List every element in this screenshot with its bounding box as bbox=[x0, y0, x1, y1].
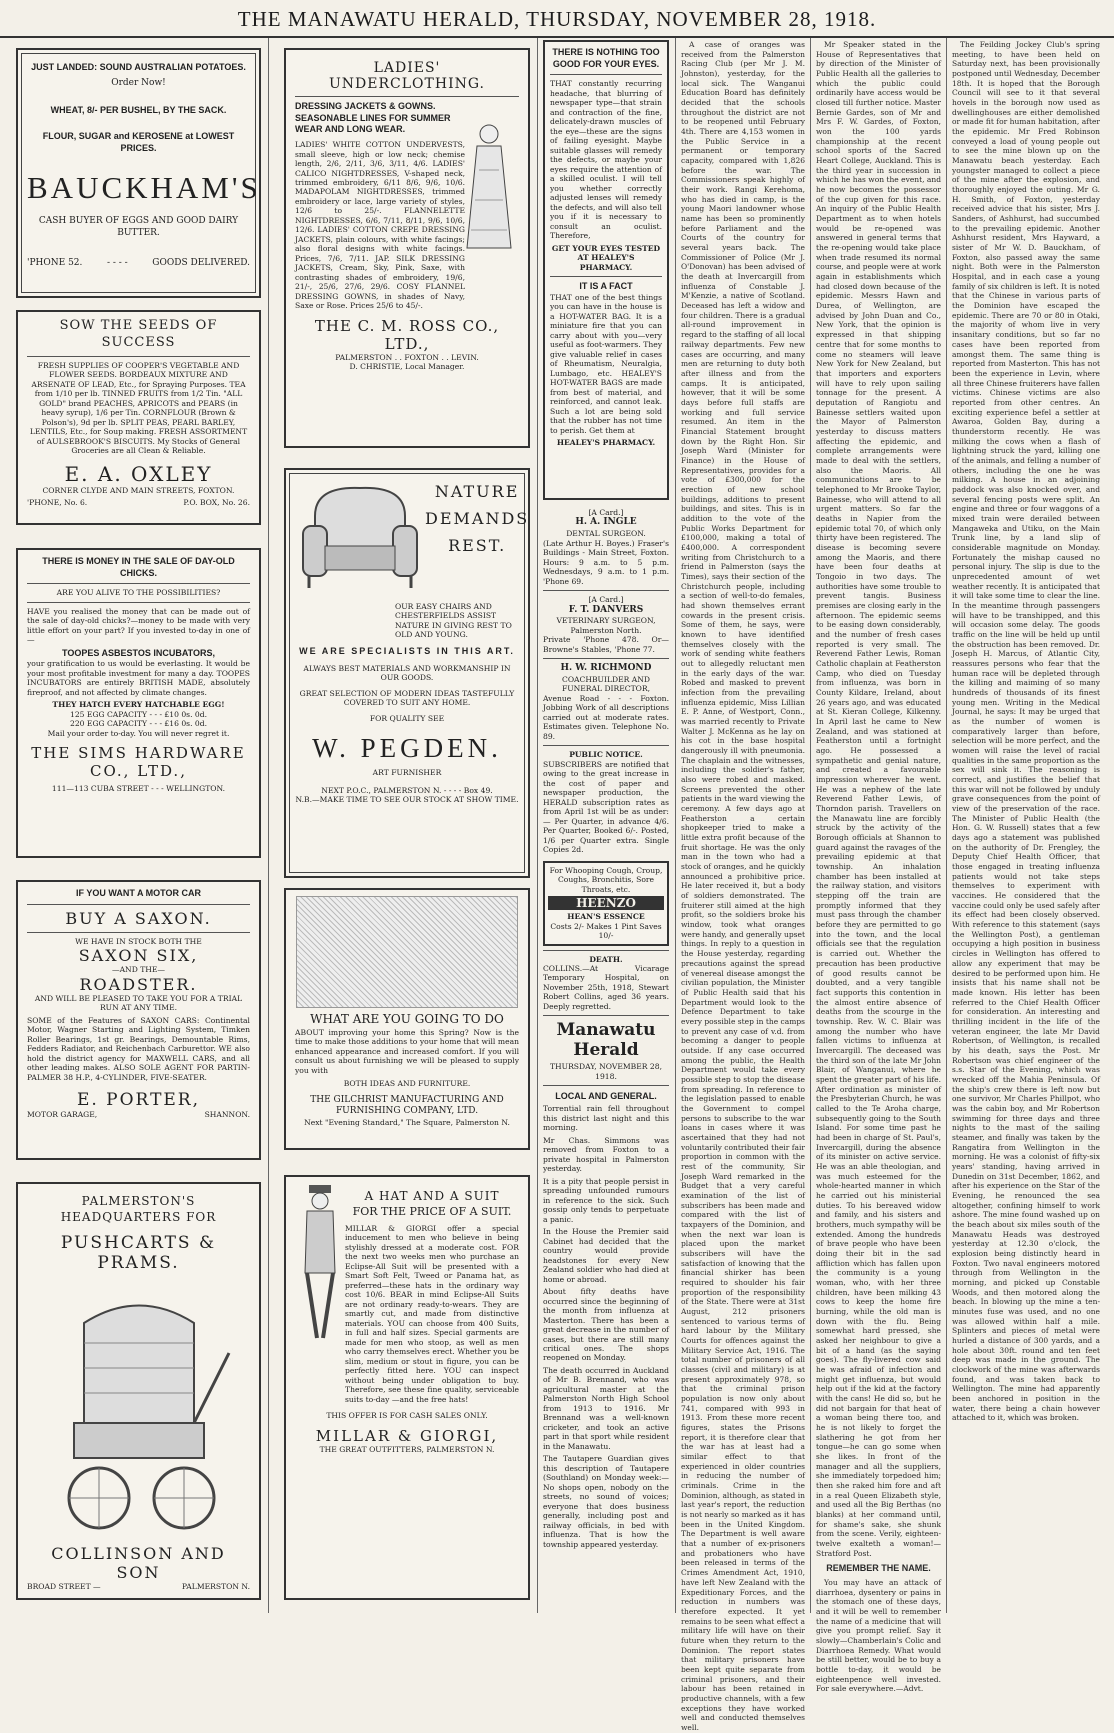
danvers-title: VETERINARY SURGEON, Palmerston North. bbox=[556, 616, 656, 635]
pegden-ad bbox=[284, 468, 530, 878]
ross-head: LADIES' UNDERCLOTHING. bbox=[329, 60, 485, 92]
ad-delivered: GOODS DELIVERED. bbox=[152, 257, 250, 268]
porter-name: E. PORTER, bbox=[76, 1090, 201, 1111]
column-rule bbox=[268, 38, 269, 1613]
healey-body2: THAT one of the best things you can have in the house is a HOT-WATER BAG. It is a miniature fire that you can carry about with you—very useful as foot-warmers. They give valuable relief in cases of Rheumatism, Neuralgia, Lumbago, etc. HEALEY'S HOT-WATER BAGS are made from best of material, and reinforced, and cannot leak. Such a lot are being sold that the rubber has not time to perish. Get them at bbox=[550, 292, 662, 435]
ad-line: WHEAT, 8/- PER BUSHEL, BY THE SACK. bbox=[50, 105, 227, 116]
sims-cap: 220 EGG CAPACITY - - - £16 0s. 0d. bbox=[70, 719, 207, 729]
gentleman-figure-icon bbox=[295, 1183, 345, 1343]
lady-illustration bbox=[459, 120, 519, 250]
millar-body: MILLAR & GIORGI offer a special inducement to men who believe in being stylishly dressed at a moderate cost. FOR the next two weeks men who purchase an Eclipse-All Suit will be presented with a Smart Soft Felt, Tweed or Panama hat, as preferred—these hats in the ordinary way cost 10/6. BEAR in mind Eclipse-All Suits are not ordinary ready-to-wears. They are smartly cut, and made from distinctive materials. YOU can choose from 400 Suits, in full and half sizes. Special garments are made for men who stoop, as well as men who carry themselves erect. Whether you be slim, medium or stout in figure, you can be perfectly fitted here. YOU can inspect without being under obligation to buy. Therefore, see these fine quality, serviceable suits to-day —and the free hats! bbox=[345, 1224, 519, 1404]
porter-six: SAXON SIX, bbox=[78, 946, 199, 966]
collinson-big: PUSHCARTS & PRAMS. bbox=[60, 1233, 217, 1274]
porter-body: SOME of the Features of SAXON CARS: Continental Motor, Wagner Starting and Lighting System, Timken Roller Bearings, 1st gr. Bearings, Demountable Rims, Fedders Radiator, and Reichenbach Carburettor. WE also hold the district agency for MAXWELL CARS, and all other leading makes. ALSO SOLE AGENT FOR PARTIN-PALMER 38 H.P., 4-CYLINDER, FIVE-SEATER. bbox=[27, 1015, 250, 1082]
editorial-para: The death occurred in Auckland of Mr B. Brennand, who was agricultural master at the Palmerston North High School from 1913 to 1916. Mr Brennand was a well-known cricketer, and took an active part in that sport while resident in the Manawatu. bbox=[543, 1365, 669, 1451]
house-illustration bbox=[296, 896, 518, 1008]
porter-stock: WE HAVE IN STOCK BOTH THE bbox=[75, 936, 202, 946]
heenzo-brand: HEENZO bbox=[548, 896, 664, 910]
ross-name: THE C. M. ROSS CO., LTD., bbox=[314, 316, 500, 353]
news-column-5 bbox=[816, 40, 941, 1694]
ad-line: Order Now! bbox=[111, 77, 166, 88]
dressing-gown-figure-icon bbox=[459, 120, 519, 250]
millar-offer: THIS OFFER IS FOR CASH SALES ONLY. bbox=[326, 1411, 488, 1421]
sims-toopes: TOOPES ASBESTOS INCUBATORS, bbox=[61, 647, 216, 658]
millar-head1: A HAT AND A SUIT bbox=[364, 1189, 500, 1203]
millar-ad bbox=[284, 1175, 530, 1600]
millar-sub: THE GREAT OUTFITTERS, PALMERSTON N. bbox=[319, 1444, 495, 1454]
pegden-side: OUR EASY CHAIRS AND CHESTERFIELDS ASSIST NATURE IN GIVING REST TO OLD AND YOUNG. bbox=[395, 602, 512, 640]
danvers-body: Private 'Phone 478. Or— Browne's Stables, 'Phone 77. bbox=[543, 635, 669, 654]
gilchrist-ad bbox=[284, 888, 530, 1150]
death-head: DEATH. bbox=[589, 954, 623, 964]
pegden-trade: ART FURNISHER bbox=[372, 768, 442, 778]
healey-head1: THERE IS NOTHING TOO GOOD FOR YOUR EYES. bbox=[552, 47, 660, 69]
heenzo-line: HEAN'S ESSENCE bbox=[567, 912, 645, 922]
ross-sub1: DRESSING JACKETS & GOWNS. bbox=[295, 101, 436, 111]
richmond-name: H. W. RICHMOND bbox=[560, 663, 652, 674]
column-rule bbox=[810, 38, 811, 1613]
pegden-spec: WE ARE SPECIALISTS IN THIS ART. bbox=[299, 645, 515, 656]
porter-trial: AND WILL BE PLEASED TO TAKE YOU FOR A TRIAL RUN AT ANY TIME. bbox=[34, 993, 243, 1013]
notice-body: SUBSCRIBERS are notified that owing to the great increase in the cost of paper and newspaper production, the HERALD subscription rates as from April 1st will be as under:— Per Quarter, in advance 4/6. Per Quarter, Booked 6/-. Posted, 1/6 per Quarter extra. Single Copies 2d. bbox=[543, 759, 669, 855]
editorial-para: About fifty deaths have occurred since the beginning of the month from influenza at Masterton. There has been a great decrease in the number of cases, but there are still many critical ones. The shops reopened on Monday. bbox=[543, 1287, 669, 1363]
editorial-para: It is a pity that people persist in spreading unfounded rumours in reference to the sick. Such gossip only tends to perpetuate a panic. bbox=[543, 1176, 669, 1224]
heenzo-line: Costs 2/- Makes 1 Pint Saves 10/- bbox=[550, 921, 662, 941]
gilchrist-name: THE GILCHRIST MANUFACTURING AND FURNISHING COMPANY, LTD. bbox=[310, 1094, 504, 1117]
card-label: [A Card.] bbox=[588, 595, 624, 605]
pram-icon bbox=[44, 1283, 234, 1538]
editorial-para: The Tautapere Guardian gives this description of Tautapere (Southland) on Monday week:—No shops open, nobody on the streets, no sound of voices; everyone that does business generally, including post and railway officials, in bed with influenza. That is how the township appeared yesterday. bbox=[543, 1454, 669, 1549]
news-text: The Feilding Jockey Club's spring meeting, to have been held on Saturday next, has been provisionally postponed until Wednesday, December 18th. It is hoped that the Borough Council will see to it that several hovels in the borough now used as dwellinghouses are either demolished or made fit for human habitation, after the epidemic. Mr Fred Robinson conveyed a load of young people out to see the mine blown up on the Manawatu beach yesterday. Each youngster managed to collect a piece of the mine after the explosion, and thoroughly enjoyed the outing. Mr G. H. Smith, of Foxton, yesterday received advice that his sister, Mrs J. Sanders, of Ashhurst, had succumbed to the prevailing epidemic. Another Ashhurst resident, Mrs Hayward, a sister of Mr W. D. Bauckham, of Foxton, also passed away the same night. Both were in the Palmerston Hospital, and in each case a young family of six children is left. It is noted that the Chinese in various parts of the Dominion have escaped the epidemic. There are 70 or 80 in Otaki, the majority of whom live in very insanitary conditions, but so far no cases have been reported from amongst them. The same thing is reported from Masterton. This has not been the experience in Levin, where all three Chinese fruiterers have fallen victims. Chinese victims are also reported from other centres. An exciting experience befel a settler at Awaroa, Golden Bay, during a thunderstorm recently. He was milking the cows when a flash of lightning struck the yard, killing one of the animals, and felling a number of others, including the one he was milking. A house in an adjoining paddock was also knocked over, and several fencing posts were split. An engine and three or four waggons of a mixed train were derailed between Mangaweka and Utiku, on the Main Trunk line, by a land slip of considerable magnitude on Monday. Fortunately the mishap caused no personal injury. The slip is due to the unprecedented amount of wet weather recently. It is anticipated that it will take some time to clear the line. In the meantime through passengers will have to be transhipped, and this will occasion some delay. The goods traffic on the line will be held up until the obstruction has been removed. Dr. Joseph H. Marcus, of Atlantic City, reassures persons who fear that the human race will be depleted through the killing and maiming of so many hundreds of thousands of its finest young men. Writing in the Medical Journal, he says: It may be urged that as the number of women is comparatively larger than before, selection will be more perfect, and the women will raise the level of racial qualities in the same proportion as the sex will sink it. The reasoning is correct, and justifies the belief that this war will not be followed by unduly grave consequences from the point of view of the preservation of the race. The Minister of Public Health (the Hon. G. W. Russell) states that a few days ago a statement was published on the authority of Dr. Frengley, the Deputy Chief Health Officer, that those engaged in treating influenza patients would not take steps themselves to experiment with vaccines. He considered that the vaccine could only be used safely after its effect had been closely observed. With reference to this statement (says the Wellington Post), a gentleman occupying a high position in business circles in Wellington has offered to allow any experiment that may be desired to be performed upon him. He insists that his name shall not be made known. His letter has been referred to the Chief Health Officer for consideration. An interesting and thrilling incident in the life of the veteran engineer, the late Mr David Robertson, of Wellington, is recalled by his death, says the Post. Mr Robertson was chief engineer of the s.s. Star of the Evening, which was wrecked off the Mahia Peninsula. Of the ship's crew there is left now but one survivor, Mr Charles Phillpot, who was the cabin boy, and Mr Robertson swimming for three days and three nights to the mast of the sailing steamer, and finally was taken by the Rangatira from Wellington in the morning. He was a colonist of fifty-six years' standing, having arrived in Dunedin on 31st December, 1862, and after his experience on the Star of the Evening, he renounced the sea altogether, confining himself to work ashore. The mine found washed up on the beach about six miles south of the Manawatu Heads was destroyed yesterday at 12.30 o'clock, the explosion being distinctly heard in Foxton. Two naval engineers motored through from Wellington in the morning, and picked up Constable Woods, and then motored along the beach. In blowing up the mine a ten-minutes fuse was used, and no one was allowed within half a mile. Splinters and pieces of metal were hurled a distance of 300 yards, and a hole about 30ft. round and ten feet deep was made in the ground. The clockwork of the mine was afterwards found, and was taken back to Wellington. The mine had apparently been anchored in position in the water, there being a chain however attached to it, which was broken. bbox=[952, 40, 1100, 1423]
gilchrist-body: ABOUT improving your home this Spring? Now is the time to make those additions to your home that will mean enhanced appearance and increased comfort. If you will consult us about furnishing we will be pleased to supply you with bbox=[295, 1027, 519, 1075]
healey-ad bbox=[543, 40, 669, 500]
bauckham-ad bbox=[16, 48, 261, 298]
pegden-nb: N.B.—MAKE TIME TO SEE OUR STOCK AT SHOW TIME. bbox=[295, 795, 519, 805]
remember-head: REMEMBER THE NAME. bbox=[826, 1563, 931, 1574]
oxley-head: SOW THE SEEDS OF SUCCESS bbox=[59, 318, 218, 350]
heenzo-line: For Whooping Cough, Croup, Coughs, Bronchitis, Sore Throats, etc. bbox=[549, 865, 663, 894]
collinson-town: PALMERSTON N. bbox=[181, 1582, 250, 1592]
editorial-para: Mr Chas. Simmons was removed from Foxton to a private hospital in Palmerston yesterday. bbox=[543, 1135, 669, 1174]
healey-head2: IT IS A FACT bbox=[579, 281, 633, 292]
healey-body1: THAT constantly recurring headache, that blurring of newspaper type—that strain and contraction of the fine, delicately-drawn muscles of the eye—these are the signs of failing eyesight. Maybe suitable glasses will remedy the defects, or maybe your eyes require the attention of a skilled oculist. I will tell you whether correctly adjusted lenses will remedy the defects, and will also tell you if it is necessary to consult an oculist. Therefore, bbox=[550, 79, 662, 241]
ad-dash: - - - - bbox=[106, 257, 128, 268]
sims-sub: ARE YOU ALIVE TO THE POSSIBILITIES? bbox=[56, 588, 221, 598]
porter-ad bbox=[16, 880, 261, 1160]
news-text: A case of oranges was received from the Palmerston Racing Club (per Mr J. M. Johnston), yesterday, for the local sick. The Wanganui Education Board has definitely decided that the schools throughout the district are not to be reopened until February 4th. There are 4,153 women in the Public Service in a permanent or temporary capacity, compared with 1,826 before the war. The Commissioners speak highly of their work. Rangi Kerehoma, who has died in camp, is the young Maori landowner whose name has been so prominently before Parliament and the Courts of the country for several years back. The Commissioner of Police (Mr J. O'Donovan) has been advised of the death at Invercargill from influenza of Constable J. M'Kenzie, a native of Scotland. Deceased has left a widow and four children. There is a gradual all-round improvement in regard to the staffing of all local railway departments. Few new cases are occurring, and many men are returning to duty both after illness and from the camps. It is anticipated, however, that it will be some days before full staffs are working and full service resumed. An item in the Financial Statement brought down by the Right Hon. Sir Joseph Ward (Minister for Finance) in the House of Representatives, provides for a vote of £300,000 for the erection of new school buildings, additions to present buildings, and sites. This is in addition to the vote of the Public Works Department for £100,000, making a total of £400,000. A correspondent writing from Christchurch to a friend in Palmerston (says the Times), says their section of the Christchurch people, including a section of well-to-do females, had shown themselves errant cowards in the present crisis. Some of them, he says, were known to have identified themselves closely with the work of sending white feathers out to allegedly reluctant men in the early days of the war. Robed and masked to prevent infection from the prevailing influenza epidemic, Miss Lillian E. P. Anne, of Westport, Conn., was married recently to Private Walter J. McKenna as he lay on his cot in the base hospital dangerously ill with pneumonia. The chaplain and the witnesses, including the soldier's father, also were robed and masked. Screens prevented the other patients in the ward viewing the ceremony. A few days ago at Featherston a certain shopkeeper tried to make a little extra profit because of the fruit shortage. He was the only man in the town who had a stock of oranges, and he quickly announced a prohibitive price. He later received it, but a body of soldiers demonstrated. The fruiterer still aimed at the high profit, so the soldiers broke his window, took what oranges were handy, and generally upset things. In reply to a question in the House yesterday, regarding precautions against the spread of venereal disease amongst the civilian population, the Minister of Public Health said that his Department would look to the Defence Department to take every possible step in the camps to prevent any case of v.d. from becoming a danger to people outside. If any case occurred among the public, the Health Department would take every possible step to stop the disease from spreading. In reference to the legislation passed to enable the Government to compel persons to subscribe to the war loans in cases where it was ascertained that they had not voluntarily contributed their fair proportion in common with the rest of the community, Sir Joseph Ward remarked in the Budget that a very careful examination of the list of subscribers has been made and compared with the list of taxpayers of the Dominion, and when the next war loan is placed upon the market subscribers will have the satisfaction of knowing that the financial shirker has been required to shoulder his fair proportion of the responsibility of the State. There were at 31st August, 212 prisoners sentenced to various terms of hard labour by the Military Courts for offences against the Military Service Act, 1916. The total number of prisoners of all classes (civil and military) is at present approximately 978, so that the criminal prison population is now only about 741, compared with 993 in 1913. From these more recent figures, states the Prisons report, it is therefore clear that the war has at least had a similar effect to that experienced in older countries in reducing the number of criminals. Crime in the Dominion, although, as stated in last year's report, the reduction is not nearly so marked as it has been in the United Kingdom. The Department is well aware that a number of ex-prisoners and probationers who have been released in terms of the Crimes Amendment Act, 1910, have left New Zealand with the Expeditionary Forces, and the reduction in numbers was therefore expected. It yet remains to be seen what effect a military life will have on their future when they return to the Dominion. The report states that military prisoners have been kept quite separate from criminal prisoners, and their labour has been retained in productive channels, with a few exceptions they have worked well and conducted themselves well. bbox=[681, 40, 805, 1732]
pegden-name: W. PEGDEN. bbox=[312, 733, 502, 764]
oxley-body: FRESH SUPPLIES OF COOPER'S VEGETABLE AND FLOWER SEEDS. BORDEAUX MIXTURE AND ARSENATE OF LEAD, Etc., for Spraying Purposes. TEA from 1/10 per lb. TINNED FRUITS from 1/2 Tin. "ALL GOLD" brand PEACHES, APRICOTS and PEARS (in heavy syrup), 1/6 per Tin. CORNFLOUR (Brown & Polson's), 9d per lb. SPLIT PEAS, PEARL BARLEY, LENTILS, Etc., for Soup making. FRESH ASSORTMENT of AULSEBROOK'S BISCUITS. My Stocks of General Groceries are all Clean & Reliable. bbox=[29, 360, 248, 456]
ross-mgr: D. CHRISTIE, Local Manager. bbox=[349, 362, 465, 372]
news-column-4 bbox=[681, 40, 805, 1732]
pegden-spacer bbox=[295, 602, 395, 640]
ross-sub2: SEASONABLE LINES FOR SUMMER WEAR AND LONG WEAR. bbox=[295, 112, 451, 135]
sims-cap: 125 EGG CAPACITY - - - £10 0s. 0d. bbox=[70, 709, 207, 719]
oxley-box: P.O. BOX, No. 26. bbox=[183, 498, 250, 508]
healey-name: HEALEY'S PHARMACY. bbox=[556, 438, 656, 448]
sims-addr: 111—113 CUBA STREET - - - WELLINGTON. bbox=[51, 784, 226, 794]
porter-garage: MOTOR GARAGE, bbox=[27, 1110, 98, 1120]
porter-buy: BUY A SAXON. bbox=[65, 908, 212, 928]
editorial-title: Manawatu Herald bbox=[556, 1020, 656, 1061]
editorial-date: THURSDAY, NOVEMBER 28, 1918. bbox=[549, 1062, 662, 1081]
sims-body2: your gratification to us would be everlasting. It would be your most profitable investment for many a day. TOOPES INCUBATORS are entirely BRITISH MADE, absolutely fireproof, and not affected by climate changes. bbox=[27, 659, 250, 697]
oxley-addr: CORNER CLYDE AND MAIN STREETS, FOXTON. bbox=[42, 485, 235, 495]
heenzo-ad bbox=[543, 861, 669, 946]
pegden-n3: REST. bbox=[448, 536, 507, 555]
armchair-icon bbox=[295, 476, 425, 596]
sims-mail: Mail your order to-day. You will never regret it. bbox=[47, 728, 230, 738]
sims-hatch: THEY HATCH EVERY HATCHABLE EGG! bbox=[52, 700, 225, 710]
column-rule bbox=[675, 38, 676, 1613]
danvers-name: F. T. DANVERS bbox=[568, 604, 644, 615]
pram-illustration bbox=[44, 1283, 234, 1538]
porter-head: IF YOU WANT A MOTOR CAR bbox=[76, 888, 201, 898]
collinson-ad bbox=[16, 1182, 261, 1600]
pegden-n1: NATURE bbox=[434, 482, 520, 501]
editorial-para: In the House the Premier said Cabinet had decided that the country would provide headstones for every New Zealand soldier who had died at home or abroad. bbox=[543, 1227, 669, 1284]
column-rule bbox=[537, 38, 538, 1613]
millar-name: MILLAR & GIORGI, bbox=[315, 1426, 499, 1445]
sims-body: HAVE you realised the money that can be made out of the sale of day-old chicks?—money to be made with very little effort on your part? If you invested to-day in one of— bbox=[27, 606, 250, 645]
pegden-sel: GREAT SELECTION OF MODERN IDEAS TASTEFULLY COVERED TO SUIT ANY HOME. bbox=[299, 688, 515, 708]
gilchrist-head: WHAT ARE YOU GOING TO DO bbox=[310, 1012, 504, 1026]
card-label: [A Card.] bbox=[588, 508, 624, 517]
ad-line: CASH BUYER OF EGGS AND GOOD DAIRY BUTTER. bbox=[38, 216, 239, 239]
porter-roadster: ROADSTER. bbox=[79, 974, 198, 994]
pegden-n2: DEMANDS bbox=[425, 509, 530, 528]
ingle-body: (Late Arthur H. Boyes.) Fraser's Buildings - Main Street, Foxton. Hours: 9 a.m. to 5 p.m. Wednesdays, 9 a.m. to 1 p.m. 'Phone 69. bbox=[543, 538, 669, 586]
pegden-best: ALWAYS BEST MATERIALS AND WORKMANSHIP IN OUR GOODS. bbox=[303, 663, 511, 683]
collinson-name: COLLINSON AND SON bbox=[51, 1544, 226, 1583]
remember-body: You may have an attack of diarrhoea, dysentery or pains in the stomach one of these days, and it will be well to remember the name of a medicine that will give you prompt relief. Say it slowly—Chamberlain's Colic and Diarrhoea Remedy. What would be still better, would be to buy a bottle to-day, it would be eighteenpence well invested. For sale everywhere.—Advt. bbox=[816, 1578, 941, 1694]
collinson-street: BROAD STREET — bbox=[27, 1582, 101, 1592]
ross-ad bbox=[284, 48, 530, 448]
pegden-addr: NEXT P.O.C., PALMERSTON N. - - - - Box 49. bbox=[321, 785, 493, 795]
column-3 bbox=[543, 40, 669, 1605]
ad-line: FLOUR, SUGAR and KEROSENE at LOWEST PRICES. bbox=[42, 131, 235, 153]
ross-towns: PALMERSTON . . FOXTON . . LEVIN. bbox=[335, 352, 479, 362]
sims-name: THE SIMS HARDWARE CO., LTD., bbox=[31, 744, 246, 781]
ad-phone: 'PHONE 52. bbox=[27, 257, 83, 268]
oxley-ad bbox=[16, 310, 261, 525]
porter-and: —AND THE— bbox=[111, 965, 166, 975]
gilchrist-both: BOTH IDEAS AND FURNITURE. bbox=[343, 1079, 471, 1089]
bauckham-name: BAUCKHAM'S bbox=[27, 170, 261, 206]
millar-head2: FOR THE PRICE OF A SUIT. bbox=[352, 1205, 512, 1218]
richmond-title: COACHBUILDER AND FUNERAL DIRECTOR, bbox=[561, 674, 651, 694]
editorial-section: LOCAL AND GENERAL. bbox=[555, 1091, 657, 1102]
richmond-body: Avenue Road - - - Foxton. Jobbing Work of all descriptions carried out at moderate rates. Estimates given. Telephone No. 89. bbox=[543, 693, 669, 741]
porter-town: SHANNON. bbox=[204, 1110, 250, 1120]
sims-ad bbox=[16, 548, 261, 858]
ingle-name: H. A. INGLE bbox=[575, 517, 637, 528]
ad-line: JUST LANDED: SOUND AUSTRALIAN POTATOES. bbox=[31, 62, 246, 72]
ingle-title: DENTAL SURGEON. bbox=[566, 529, 646, 539]
sims-head: THERE IS MONEY IN THE SALE OF DAY-OLD CHICKS. bbox=[42, 556, 235, 578]
oxley-phone: 'PHONE, No. 6. bbox=[27, 498, 88, 508]
news-text: Mr Speaker stated in the House of Representatives that by direction of the Minister of Public Health all the galleries to which the public could ordinarily have access would be closed till further notice. Master Bernie Gardes, son of Mr and Mrs F. W. Gardes, of Foxton, won the 100 yards championship at the recent school sports of the Sacred Heart College, Auckland. This is the third year in succession in which he has won the event, and he now becomes the possessor of the cup given for this race. An inquiry of the Public Health Department as to when hotels would be re-opened was answered in general terms that the re-opening would take place when trade resumed its normal course, and people were at work again in establishments which had closed down because of the epidemic. Messrs Hawn and Durea, of Wellington, are advised by John Duan and Co., New York, that the opinion is expressed in that shipping centre that for some months to come no steamers will leave New York for New Zealand, but that importers and exporters will have to rely upon sailing tonnage for the present. A deputation of Rangiotu and Bainesse settlers waited upon the Mayor of Palmerston yesterday to discuss matters affecting the epidemic, and complete arrangements were made to deal with the settlers, also the Maoris. All communications are to be telephoned to Mr Brooke Taylor, Bainesse, who will attend to all urgent matters. So far the deaths in Napier from the epidemic total 70, of which only thirty have been registered. The disease is becoming severe among the Maoris, and there have been four deaths at Tongoio in two days. The authorities have some trouble to prevent tangis. Business premises are closing early in the afternoon. The epidemic seems to be easing down considerably, and the number of fresh cases reported is very small. The Reverend Father Lewis, Roman Catholic chaplain at Featherston Camp, who died on Tuesday from influenza, was born in County Kildare, Ireland, about 26 years ago, and was educated at St. Kieran College, Kilkenny. In April last he came to New Zealand, and was stationed at Featherston until a fortnight ago. He possessed a sympathetic and genial nature, and created a favourable impression wherever he went. He was a nephew of the late Reverend Father Lewis, of Thorndon parish. Travellers on the Manawatu line are forcibly struck by the activity of the Borough officials at Shannon to guard against the ravages of the prevailing epidemic at that township. An inhalation chamber has been installed at the railway station, and visitors stepping off the train are promptly informed that they must pass through the chamber before they are permitted to go into the town, and the local officials see that the regulation is carried out. Whether the precaution has been productive of good results cannot be doubted, and a very tangible fact supports this contention in the almost entire absence of deaths from the scourge in the township. Rev. W. C. Blair was among the number who have fallen victims to influenza at Invercargill. The deceased was the third son of the late Mr John Blair, of Wanganui, where he spent the greater part of his life. After ordination as minister of the Presbyterian Church, he was called to the Te Aroha charge, subsequently going to the South Island. For some time past he had been in charge of St. Paul's, Invercargill, during the absence of its minister on active service. He was an able theologian, and was much esteemed for the whole-hearted manner in which he carried out his ministerial duties. To his bereaved widow and family, and his sisters and brothers, much sympathy will be extended. Among the hundreds of brave people who have been doing their bit in the sad affliction which has fallen upon the community is a young woman, who, with her three children, have been milking 43 cows to keep the home fire burning, while the old man is down with the flu. Being somewhat hard pressed, she asked her neighbour to give a bit of a hand (as the saying goes). The fly-livered cow said he was afraid of infection and might get influenza, but would help out if the kid at the factory with the cans! He did so, but he did not bargain for that heat of a woman being there too, and he is not likely to forget the slathering he got from her tongue—he can go some when she likes. In front of the manager and all the suppliers, she immediately torpedoed him; then she raked him fore and aft in a real Queen Elizabeth style, and used all the Big Berthas (no blanks) at her command until, for shame's sake, she shunk from the scene. Verily, eighteen-twelve exalteth a woman!—Stratford Post. bbox=[816, 40, 941, 1558]
armchair-illustration bbox=[295, 476, 425, 596]
collinson-head: PALMERSTON'S HEADQUARTERS FOR bbox=[60, 1194, 217, 1224]
healey-tested: GET YOUR EYES TESTED AT HEALEY'S PHARMACY. bbox=[551, 243, 661, 272]
news-column-6 bbox=[952, 40, 1100, 1605]
masthead bbox=[0, 0, 1114, 38]
notice-head: PUBLIC NOTICE. bbox=[569, 750, 643, 760]
editorial-para: Torrential rain fell throughout this district last night and this morning. bbox=[543, 1104, 669, 1133]
gilchrist-addr: Next "Evening Standard," The Square, Palmerston N. bbox=[304, 1117, 510, 1127]
ross-body: LADIES' WHITE COTTON UNDERVESTS, small sleeve, high or low neck; chemise length, 2/6, 2/11, 3/6, 3/11, 4/6. LADIES' CALICO NIGHTDRESSES, V-shaped neck, trimmed embroidery, 6/11 8/6, 9/6, 10/6. MADAPOLAM NIGHTDRESSES, trimmed embroidery or lace, large variety of styles, 12/6 to 25/-. FLANNELETTE NIGHTDRESSES, 6/6, 7/11, 8/11, 9/6, 10/6, 12/6. LADIES' COTTON CREPE DRESSING JACKETS, plain colours, with white facings; also floral designs with white facings. Prices, 7/6, 7/11. JAP. SILK DRESSING JACKETS, Cream, Sky, Pink, Saxe, with contrasting shades of embroidery, 19/6, 21/-, 25/6, 27/6, 29/6. COSY FLANNEL DRESSING GOWNS, in shades of Navy, Saxe or Rose. Prices 25/6 to 45/-. bbox=[295, 140, 465, 311]
pegden-quality: FOR QUALITY SEE bbox=[369, 713, 445, 723]
oxley-name: E. A. OXLEY bbox=[64, 461, 213, 486]
column-rule bbox=[946, 38, 947, 1613]
death-body: COLLINS.—At Vicarage Temporary Hospital, on November 25th, 1918, Stewart Robert Collins, aged 36 years. Deeply regretted. bbox=[543, 963, 669, 1011]
masthead-title: THE MANAWATU HERALD, THURSDAY, NOVEMBER 28, 1918. bbox=[237, 7, 877, 31]
man-illustration bbox=[295, 1183, 345, 1343]
